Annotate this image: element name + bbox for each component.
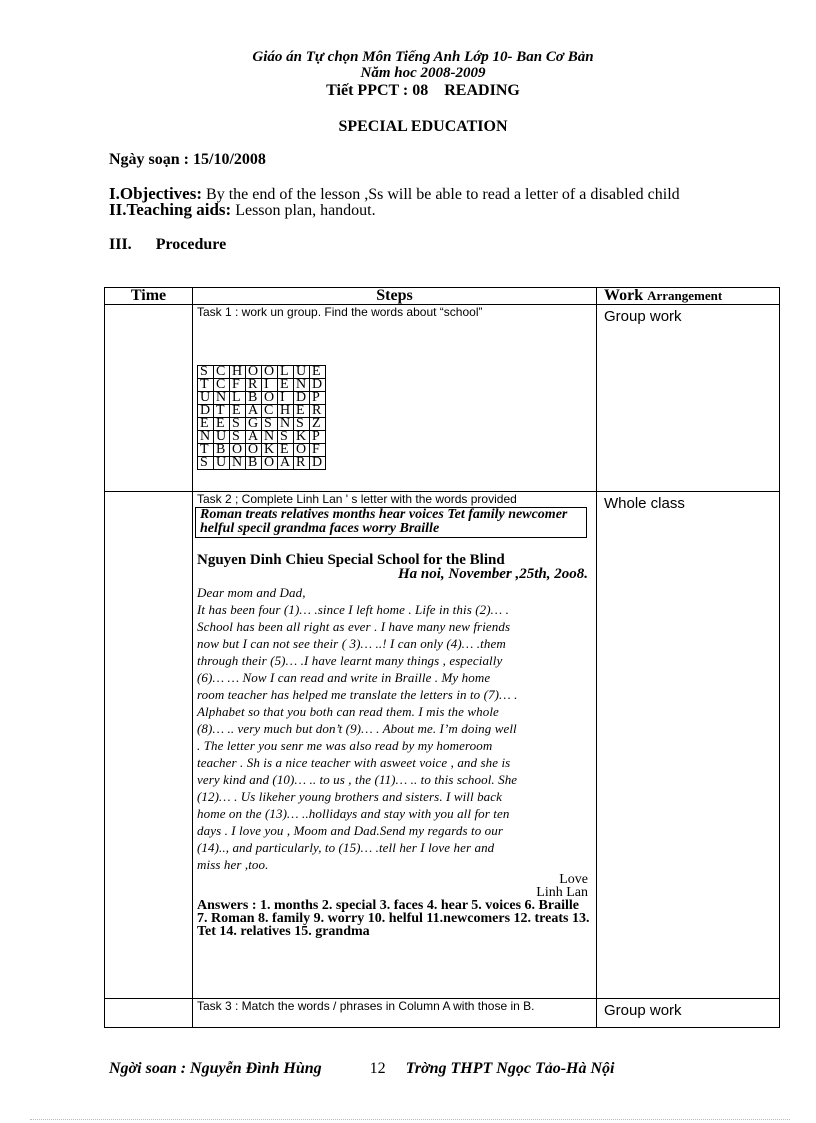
procedure-table [104,287,780,1028]
work-header [597,288,779,304]
grid-cell: O [246,444,262,457]
grid-cell: N [294,379,310,392]
grid-cell: R [294,457,310,470]
table-row [104,492,780,999]
letter-line: miss her ,too. [197,857,269,872]
grid-cell: A [246,405,262,418]
grid-cell: S [262,418,278,431]
grid-cell: L [230,392,246,405]
work-cell: Group work [604,1002,682,1019]
letter-line: Alphabet so that you both can read them. I mis the whole [197,704,499,719]
preparation-date: Ngày soạn : 15/10/2008 [109,151,266,168]
grid-cell: E [294,405,310,418]
letter-body [197,584,592,873]
period-number: Tiết PPCT : 08 [326,82,429,99]
grid-cell: B [246,457,262,470]
grid-cell: D [198,405,214,418]
header-school-year: Năm hoc 2008-2009 [360,65,486,81]
letter-line: room teacher has helped me translate the letters in to (7)… . [197,687,518,702]
letter-line: (6)… … Now I can read and write in Braille . My home [197,670,491,685]
procedure-number: III. [109,236,132,253]
grid-cell: C [262,405,278,418]
time-cell [105,492,193,998]
grid-cell: H [230,366,246,379]
task2-instruction: Task 2 ; Complete Linh Lan ' s letter with the words provided [197,492,517,506]
grid-cell: U [198,392,214,405]
word-bank-box: Roman treats relatives months hear voices Tet family newcomer helful specil grandma faces worry Braille [195,507,587,538]
letter-line: (14).., and particularly, to (15)… .tell her I love her and [197,840,495,855]
objectives-text: By the end of the lesson ,Ss will be able to read a letter of a disabled child [202,186,680,203]
steps-header: Steps [193,288,597,304]
grid-cell: R [246,379,262,392]
grid-cell: S [230,418,246,431]
grid-cell: N [278,418,294,431]
grid-cell: E [214,418,230,431]
time-header: Time [105,288,193,304]
letter-school-name: Nguyen Dinh Chieu Special School for the Blind [197,552,505,568]
letter-line: (8)… .. very much but don’t (9)… . About me. I’m doing well [197,721,517,736]
letter-closing: Love [559,872,588,887]
grid-cell: O [230,444,246,457]
grid-cell: O [262,457,278,470]
grid-cell: S [294,418,310,431]
table-row [104,305,780,492]
letter-line: School has been all right as ever . I have many new friends [197,619,511,634]
grid-cell: P [310,392,326,405]
grid-cell: I [278,392,294,405]
procedure-heading [109,236,226,254]
grid-cell: N [262,431,278,444]
grid-cell: H [278,405,294,418]
teaching-aids-label: II.Teaching aids: [109,200,232,219]
work-header-main: Work [604,287,644,304]
grid-cell: B [246,392,262,405]
grid-cell: T [198,379,214,392]
grid-cell: U [214,431,230,444]
letter-line: through their (5)… .I have learnt many things , especially [197,653,503,668]
grid-cell: K [262,444,278,457]
letter-signature: Linh Lan [536,885,588,900]
steps-cell [193,492,597,998]
grid-cell: O [294,444,310,457]
grid-cell: A [246,431,262,444]
grid-cell: C [214,379,230,392]
page-number: 12 [369,1060,386,1077]
letter-line: days . I love you , Moom and Dad.Send my regards to our [197,823,504,838]
grid-cell: E [278,379,294,392]
grid-cell: U [294,366,310,379]
grid-cell: G [246,418,262,431]
grid-cell: S [198,457,214,470]
letter-line: home on the (13)… ..hollidays and stay with you all for ten [197,806,510,821]
grid-cell: I [262,379,278,392]
grid-cell: K [294,431,310,444]
word-search-grid [197,365,326,470]
footer-author: Ngời soan : Nguyễn Đình Hùng [109,1060,322,1077]
time-cell [105,999,193,1027]
header-period-line [0,82,816,100]
grid-cell: N [214,392,230,405]
grid-cell: E [310,366,326,379]
header-subject-line: Giáo án Tự chọn Môn Tiếng Anh Lớp 10- Ban Cơ Bản [252,49,594,65]
letter-line: . The letter you senr me was also read by my homeroom [197,738,493,753]
letter-greeting: Dear mom and Dad, [197,585,306,600]
grid-cell: D [294,392,310,405]
letter-line: (12)… . Us likeher young brothers and sisters. I will back [197,789,503,804]
grid-cell: C [214,366,230,379]
grid-cell: S [278,431,294,444]
grid-row [198,457,326,470]
grid-cell: S [230,431,246,444]
grid-cell: E [198,418,214,431]
grid-cell: O [262,366,278,379]
answer-key: Answers : 1. months 2. special 3. faces 4. hear 5. voices 6. Braille 7. Roman 8. family 9. worry 10. helful 11.newcomers 12. treats 13. Tet 14. relatives 15. grandma [197,898,590,939]
work-cell: Group work [604,308,682,325]
grid-cell: F [310,444,326,457]
letter-lines [197,601,592,873]
grid-cell: T [198,444,214,457]
table-header-row [104,287,780,305]
letter-line: now but I can not see their ( 3)… ..! I can only (4)… .them [197,636,506,651]
grid-cell: E [230,405,246,418]
work-header-arrangement: Arrangement [647,288,723,303]
grid-cell: F [230,379,246,392]
letter-dateline: Ha noi, November ,25th, 2oo8. [398,566,588,582]
grid-cell: R [310,405,326,418]
grid-cell: O [246,366,262,379]
page-footer [109,1060,615,1078]
grid-cell: P [310,431,326,444]
time-cell [105,305,193,491]
objectives-label: I.Objectives: [109,184,203,203]
steps-cell [193,305,597,491]
grid-cell: B [214,444,230,457]
letter-line: It has been four (1)… .since I left home . Life in this (2)… . [197,602,510,617]
lesson-type: READING [444,82,520,99]
objectives-section [109,186,709,218]
grid-cell: O [262,392,278,405]
footer-school: Trờng THPT Ngọc Tảo-Hà Nội [405,1060,615,1077]
steps-cell [193,999,597,1027]
task1-instruction: Task 1 : work un group. Find the words about “school” [197,305,483,319]
grid-cell: E [278,444,294,457]
letter-line: teacher . Sh is a nice teacher with asweet voice , and she is [197,755,511,770]
letter-line: very kind and (10)… .. to us , the (11)… .. to this school. She [197,772,518,787]
grid-cell: A [278,457,294,470]
page-bottom-rule [30,1119,790,1120]
grid-cell: N [198,431,214,444]
procedure-label: Procedure [155,236,227,253]
lesson-title: SPECIAL EDUCATION [338,118,508,135]
table-row [104,999,780,1028]
grid-cell: D [310,379,326,392]
grid-cell: D [310,457,326,470]
grid-cell: U [214,457,230,470]
grid-cell: N [230,457,246,470]
task3-instruction: Task 3 : Match the words / phrases in Column A with those in B. [197,999,535,1013]
grid-cell: S [198,366,214,379]
grid-cell: T [214,405,230,418]
work-cell: Whole class [604,495,685,512]
grid-cell: L [278,366,294,379]
grid-cell: Z [310,418,326,431]
teaching-aids-text: Lesson plan, handout. [231,202,376,219]
